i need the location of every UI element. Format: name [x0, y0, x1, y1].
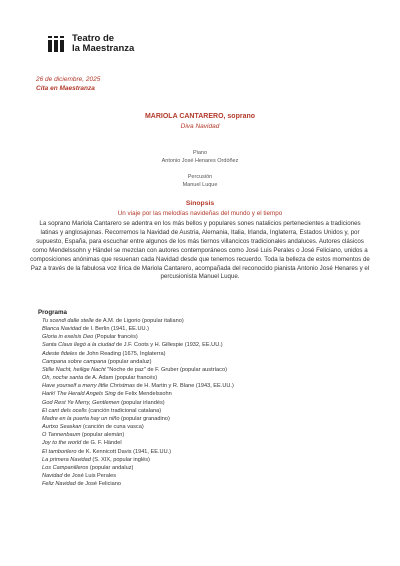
- program-item-title: El cant dels ocells: [42, 407, 87, 414]
- program-item: [42, 374, 234, 382]
- program-item-detail: de I. Berlin (1941, EE.UU.): [81, 326, 149, 333]
- program-item: [42, 350, 234, 358]
- program-item-detail: (Popular francés): [93, 334, 138, 341]
- program-item: [42, 423, 234, 431]
- program-item-title: Feliz Navidad: [42, 481, 76, 488]
- piano-name: Antonio José Henares Ordóñez: [161, 158, 239, 164]
- piano-label: Piano: [192, 150, 208, 156]
- program-item-title: Hark! The Herald Angels Sing: [42, 391, 116, 398]
- theatre-logo[interactable]: [48, 34, 134, 54]
- program-item-title: La primera Navidad: [42, 456, 91, 463]
- program-item-detail: (S. XIX, popular inglés): [90, 456, 150, 463]
- program-item-title: El tamborilero: [42, 448, 77, 455]
- program-item: [42, 415, 234, 423]
- program-item-detail: de A.M. de Ligorio (popular italiano): [93, 318, 184, 324]
- event-date: 26 de diciembre, 2025: [36, 76, 101, 83]
- program-item-title: Santa Claus llegó a la ciudad: [42, 342, 115, 349]
- program-item: [42, 480, 234, 488]
- program-list: [42, 317, 234, 488]
- program-item-title: Stille Nacht, heilige Nacht: [42, 366, 106, 373]
- program-item-detail: (canción tradicional catalana): [86, 407, 162, 414]
- program-item: [42, 390, 234, 398]
- percussion-label: Percusión: [187, 174, 213, 180]
- program-item-detail: de Felix Mendelssohn: [115, 391, 172, 398]
- sinopsis-title: Sinopsis: [185, 200, 215, 207]
- program-item-detail: (popular andaluz): [106, 358, 152, 365]
- program-item: [42, 464, 234, 472]
- program-item-title: Oh, noche santa: [42, 375, 84, 382]
- logo-line-2: la Maestranza: [72, 43, 135, 54]
- sinopsis-subtitle: Un viaje por las melodías navideñas del mundo y el tiempo: [117, 210, 283, 217]
- program-item: [42, 439, 234, 447]
- event-series: Cita en Maestranza: [36, 85, 95, 92]
- program-item: [42, 333, 234, 341]
- program-item-title: Campana sobre campana: [42, 358, 107, 365]
- program-item-detail: de John Reading (1675, Inglaterra): [77, 350, 166, 357]
- program-item-detail: (popular andaluz): [88, 464, 134, 471]
- program-title: Diva Navidad: [180, 123, 220, 130]
- program-item-title: Have yourself a merry little Christmas: [42, 383, 135, 390]
- artist-name: MARIOLA CANTARERO, soprano: [144, 113, 256, 120]
- program-item-title: Aurtxo Seaskan: [42, 424, 82, 431]
- program-item-detail: (canción de cuna vasca): [81, 424, 144, 431]
- logo-text: [72, 34, 134, 54]
- logo-line-1: Teatro de: [72, 33, 115, 44]
- program-item: [42, 325, 234, 333]
- program-item-detail: (popular granadino): [119, 415, 170, 422]
- program-item-detail: de José Feliciano: [75, 481, 121, 488]
- program-item-detail: de H. Martin y R. Blane (1943, EE.UU.): [134, 383, 234, 390]
- program-item-title: Gloria in exelsis Deo: [42, 334, 94, 341]
- program-item: [42, 382, 234, 390]
- program-item-detail: (popular alemán): [80, 432, 125, 439]
- program-item: [42, 358, 234, 366]
- program-item: [42, 472, 234, 480]
- sinopsis-body: La soprano Mariola Cantarero se adentra en los más bellos y populares sones natalicios pertenecientes a tradiciones latinas y anglosajonas. Recorremos la Navidad de Austria, Alemania, Italia, Irlanda, Inglaterra, Estados Unidos y, por supuesto, España, para escuchar entre algunos de los más tiernos villancicos tradicionales andaluces. Autores clásicos como Mendelssohn y Händel se mezclan con autores contemporáneos como José Luis Perales o José Feliciano, unidos a composiciones anónimas que resuenan cada Navidad desde que tenemos recuerdo. Toda la belleza de estos momentos de Paz a través de la fabulosa voz lírica de Mariola Cantarero, acompañada del reconocido pianista Antonio José Henares y el percusionista Manuel Luque.: [30, 220, 370, 281]
- program-item: [42, 448, 234, 456]
- program-item-detail: de José Luis Perales: [62, 472, 117, 479]
- program-item-detail: (popular irlandés): [119, 399, 165, 406]
- program-item: [42, 341, 234, 349]
- program-item: [42, 407, 234, 415]
- program-item-title: Blanca Navidad: [42, 326, 82, 333]
- program-item-title: Tu scendi dalle stelle: [42, 318, 94, 324]
- program-item: [42, 399, 234, 407]
- program-heading: Programa: [38, 309, 67, 316]
- program-item-detail: de K. Kennicott Davis (1941, EE.UU.): [76, 448, 172, 455]
- program-item-detail: de G. F. Händel: [81, 440, 122, 447]
- program-item-title: Joy to the world: [42, 440, 82, 447]
- program-item-detail: de J.F. Coots y H. Gillespie (1932, EE.UU.): [114, 342, 223, 349]
- program-item-title: God Rest Ye Merry, Gentlemen: [42, 399, 120, 406]
- program-item-title: O Tannenbaum: [42, 432, 81, 439]
- percussion-name: Manuel Luque: [182, 182, 218, 188]
- program-item: [42, 431, 234, 439]
- program-item: [42, 456, 234, 464]
- program-item-title: Madre en la puerta hay un niño: [42, 415, 120, 422]
- program-item-title: Adeste fideles: [42, 350, 78, 357]
- program-item: [42, 317, 234, 325]
- program-item: [42, 366, 234, 374]
- program-item-detail: de A. Adam (popular francés): [83, 375, 158, 382]
- theatre-logo-icon: [48, 36, 66, 52]
- program-item-title: Los Campanilleros: [42, 464, 89, 471]
- program-item-title: Navidad: [42, 472, 63, 479]
- program-item-detail: "Noche de paz" de F. Gruber (popular austríaco): [105, 366, 227, 373]
